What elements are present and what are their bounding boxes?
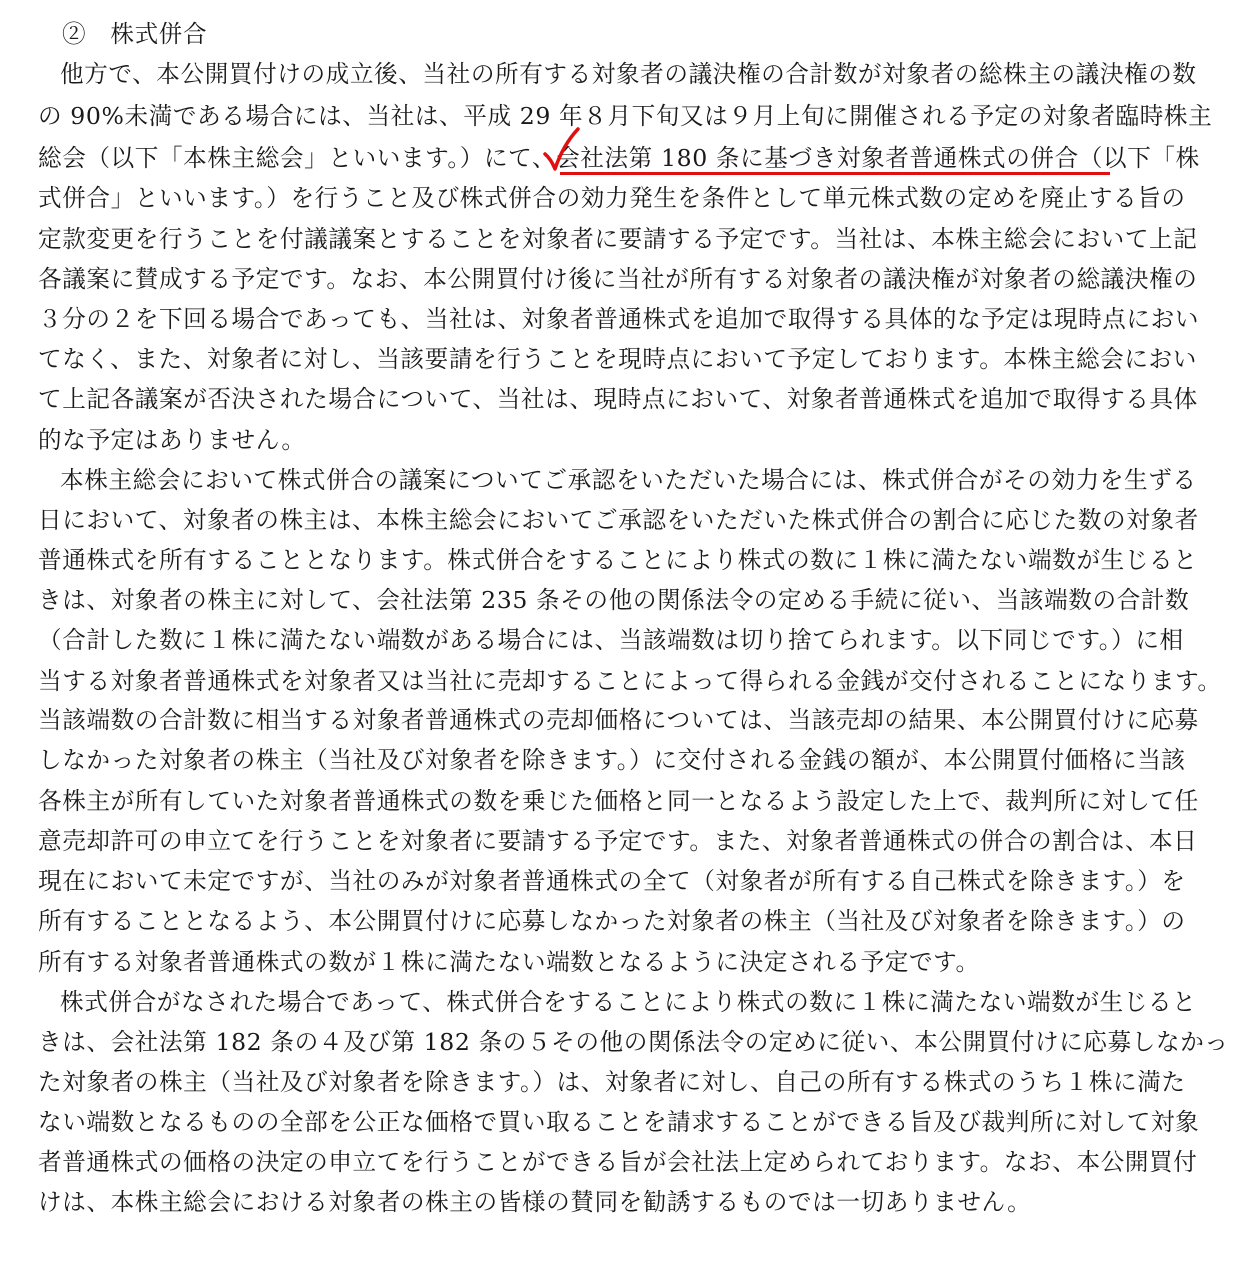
text-line: 者普通株式の価格の決定の申立てを行うことができる旨が会社法上定められております。なお、本公開買付 — [38, 1148, 1198, 1176]
text-line: 各株主が所有していた対象者普通株式の数を乗じた価格と同一となるよう設定した上で、裁判所に対して任 — [38, 787, 1199, 815]
text-line: ３分の２を下回る場合であっても、当社は、対象者普通株式を追加で取得する具体的な予定は現時点におい — [38, 305, 1200, 333]
text-line: 意売却許可の申立てを行うことを対象者に要請する予定です。また、対象者普通株式の併合の割合は、本日 — [38, 827, 1198, 855]
checkmark-icon — [538, 125, 582, 173]
text-line: （合計した数に１株に満たない端数がある場合には、当該端数は切り捨てられます。以下同じです。）に相 — [38, 626, 1184, 654]
text-line: 当する対象者普通株式を対象者又は当社に売却することによって得られる金銭が交付されることになります。 — [38, 667, 1222, 695]
text-line: てなく、また、対象者に対し、当該要請を行うことを現時点において予定しております。本株主総会におい — [38, 345, 1197, 373]
text-line: ない端数となるものの全部を公正な価格で買い取ることを請求することができる旨及び裁判所に対して対象 — [38, 1108, 1200, 1136]
text-line: 式併合」といいます。）を行うこと及び株式併合の効力発生を条件として単元株式数の定めを廃止する旨の — [38, 184, 1186, 212]
text-line: 本株主総会において株式併合の議案についてご承認をいただいた場合には、株式併合がその効力を生ずる — [60, 466, 1197, 494]
text-line: 日において、対象者の株主は、本株主総会においてご承認をいただいた株式併合の割合に応じた数の対象者 — [38, 506, 1199, 534]
text-line: きは、会社法第 182 条の４及び第 182 条の５その他の関係法令の定めに従い、本公開買付けに応募しなかっ — [38, 1028, 1229, 1056]
text-line: 所有することとなるよう、本公開買付けに応募しなかった対象者の株主（当社及び対象者を除きます。）の — [38, 907, 1186, 935]
text-line: た対象者の株主（当社及び対象者を除きます。）は、対象者に対し、自己の所有する株式のうち１株に満た — [38, 1068, 1186, 1096]
section-heading: ② 株式併合 — [62, 20, 208, 48]
text-line: 当該端数の合計数に相当する対象者普通株式の売却価格については、当該売却の結果、本公開買付けに応募 — [38, 706, 1199, 734]
text-line: 株式併合がなされた場合であって、株式併合をすることにより株式の数に１株に満たない端数が生じると — [60, 988, 1197, 1016]
red-underline — [560, 172, 1110, 175]
text-line: て上記各議案が否決された場合について、当社は、現時点において、対象者普通株式を追加で取得する具体 — [38, 385, 1198, 413]
text-line: しなかった対象者の株主（当社及び対象者を除きます。）に交付される金銭の額が、本公開買付価格に当該 — [38, 746, 1186, 774]
text-line: 的な予定はありません。 — [38, 426, 306, 454]
text-line: 普通株式を所有することとなります。株式併合をすることにより株式の数に１株に満たない端数が生じると — [38, 546, 1198, 574]
text-line: 総会（以下「本株主総会」といいます。）にて、会社法第 180 条に基づき対象者普通株式の併合（以下「株 — [38, 144, 1200, 172]
text-line: 定款変更を行うことを付議議案とすることを対象者に要請する予定です。当社は、本株主総会において上記 — [38, 225, 1198, 253]
text-line: の 90%未満である場合には、当社は、平成 29 年８月下旬又は９月上旬に開催される予定の対象者臨時株主 — [38, 102, 1213, 130]
text-line: けは、本株主総会における対象者の株主の皆様の賛同を勧誘するものでは一切ありません。 — [38, 1188, 1032, 1216]
text-line: 現在において未定ですが、当社のみが対象者普通株式の全て（対象者が所有する自己株式を除きます。）を — [38, 867, 1186, 895]
text-line: 所有する対象者普通株式の数が１株に満たない端数となるように決定される予定です。 — [38, 948, 980, 976]
text-line: 他方で、本公開買付けの成立後、当社の所有する対象者の議決権の合計数が対象者の総株主の議決権の数 — [60, 60, 1197, 88]
text-line: 各議案に賛成する予定です。なお、本公開買付け後に当社が所有する対象者の議決権が対象者の総議決権の — [38, 265, 1198, 293]
text-line: きは、対象者の株主に対して、会社法第 235 条その他の関係法令の定める手続に従い、当該端数の合計数 — [38, 586, 1190, 614]
